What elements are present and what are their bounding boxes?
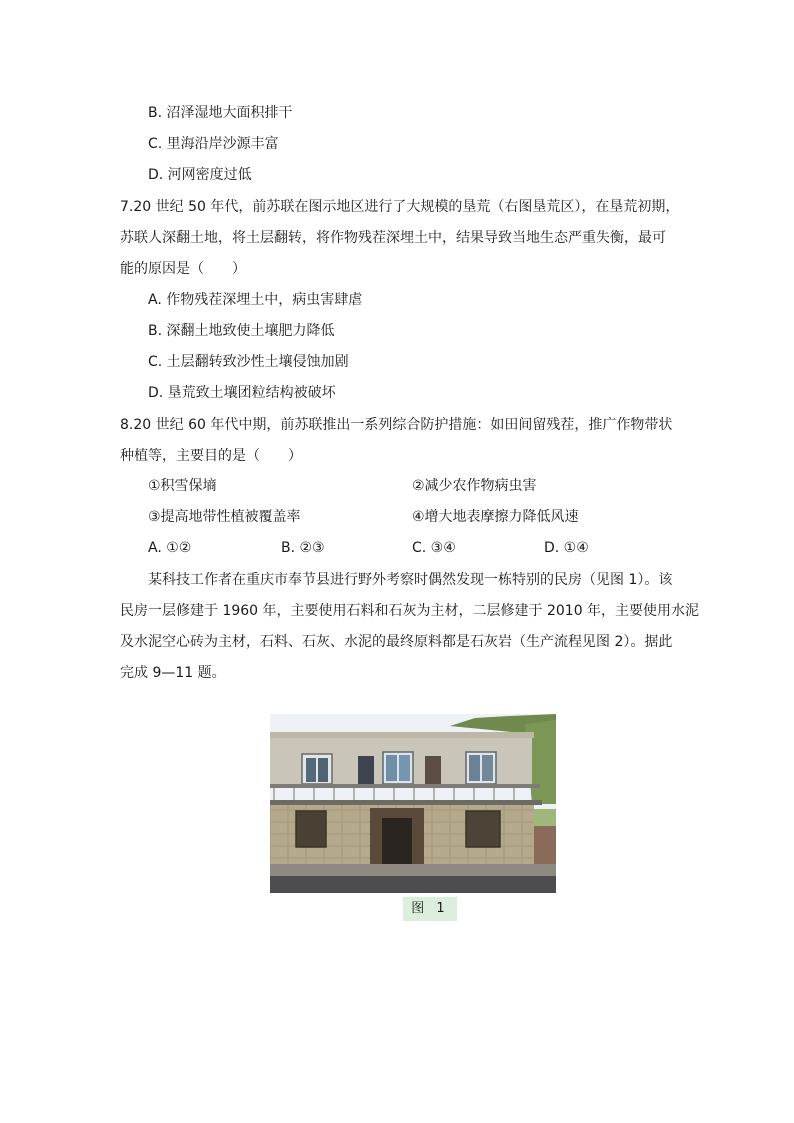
q8-stem-line-2: 种植等，主要目的是（ ） <box>120 448 302 464</box>
q6-option-b: B. 沼泽湿地大面积排干 <box>148 105 293 121</box>
passage-line-2: 民房一层修建于 1960 年，主要使用石料和石灰为主材，二层修建于 2010 年，主要使用水泥 <box>120 603 700 619</box>
q7-stem-line-1: 7.20 世纪 50 年代，前苏联在图示地区进行了大规模的垦荒（右图垦荒区），在垦荒初期， <box>120 199 680 215</box>
house-photo <box>270 714 556 893</box>
q8-choice-b: B. ②③ <box>281 540 325 556</box>
q6-option-c: C. 里海沿岸沙源丰富 <box>148 136 279 152</box>
q8-choice-d: D. ①④ <box>544 540 589 556</box>
q8-choice-a: A. ①② <box>148 540 192 556</box>
q7-stem-line-3: 能的原因是（ ） <box>120 261 246 277</box>
q7-option-d: D. 垦荒致土壤团粒结构被破坏 <box>148 385 336 401</box>
q8-choice-c: C. ③④ <box>412 540 456 556</box>
passage-line-1: 某科技工作者在重庆市奉节县进行野外考察时偶然发现一栋特别的民房（见图 1）。该 <box>148 572 673 588</box>
passage-line-3: 及水泥空心砖为主材，石料、石灰、水泥的最终原料都是石灰岩（生产流程见图 2）。据此 <box>120 634 673 650</box>
q6-option-d: D. 河网密度过低 <box>148 167 252 183</box>
q7-option-a: A. 作物残茬深埋土中，病虫害肆虐 <box>148 292 363 308</box>
q7-stem-line-2: 苏联人深翻土地，将土层翻转，将作物残茬深埋土中，结果导致当地生态严重失衡，最可 <box>120 230 666 246</box>
q7-option-c: C. 土层翻转致沙性土壤侵蚀加剧 <box>148 354 349 370</box>
q7-option-b: B. 深翻土地致使土壤肥力降低 <box>148 323 335 339</box>
q8-item-1: ①积雪保墒 <box>148 478 217 494</box>
q8-stem-line-1: 8.20 世纪 60 年代中期，前苏联推出一系列综合防护措施：如田间留残茬，推广作物带状 <box>120 417 673 433</box>
q8-item-2: ②减少农作物病虫害 <box>412 478 537 494</box>
q8-item-3: ③提高地带性植被覆盖率 <box>148 509 301 525</box>
passage-line-4: 完成 9—11 题。 <box>120 665 226 681</box>
figure-caption: 图 1 <box>403 897 457 921</box>
q8-item-4: ④增大地表摩擦力降低风速 <box>412 509 579 525</box>
